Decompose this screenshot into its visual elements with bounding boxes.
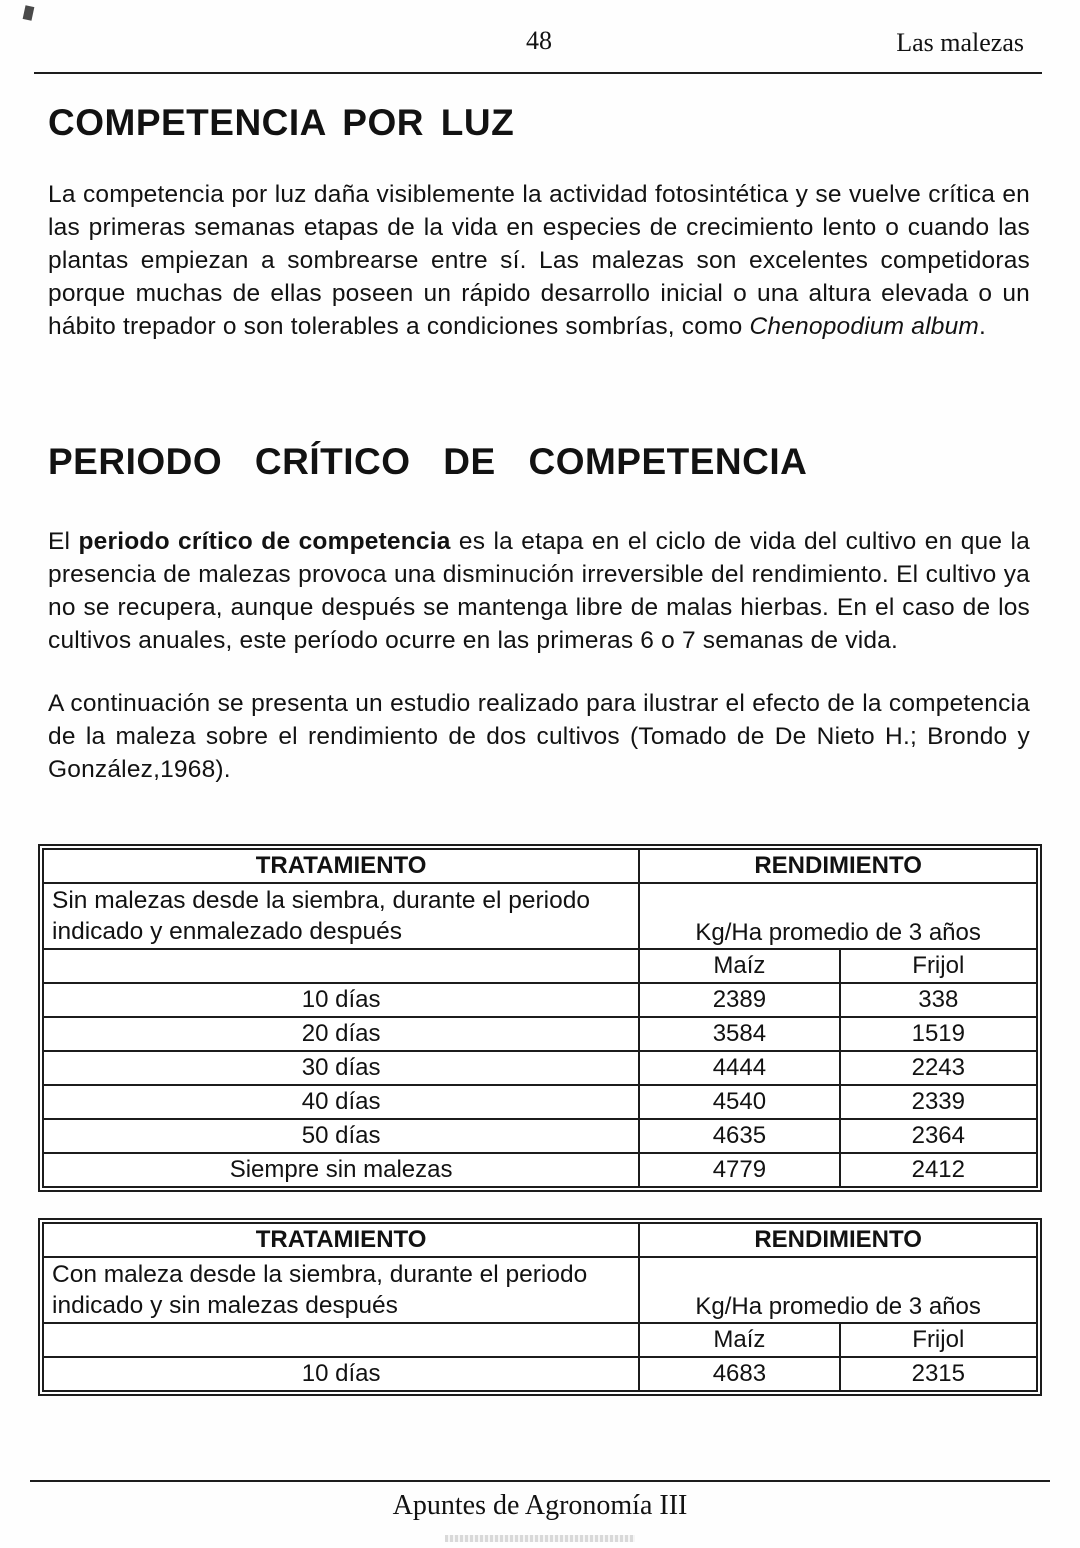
col-header-rendimiento: RENDIMIENTO (639, 1224, 1036, 1257)
table-row (44, 1357, 1036, 1390)
crop-header-row (44, 1323, 1036, 1357)
crop-header-frijol: Frijol (840, 949, 1036, 983)
crop-header-frijol: Frijol (840, 1323, 1036, 1357)
table-sin-malezas (38, 844, 1042, 1192)
table-header-row (44, 850, 1036, 883)
yield-table-1 (44, 850, 1036, 1186)
empty-cell (44, 1323, 639, 1357)
treatment-value: 50 días (44, 1119, 639, 1153)
unit-label: Kg/Ha promedio de 3 años (639, 883, 1036, 949)
section-title-periodo-critico: PERIODO CRÍTICO DE COMPETENCIA (48, 441, 808, 482)
maiz-value: 4779 (639, 1153, 839, 1186)
paragraph-text: La competencia por luz daña visiblemente la actividad fotosintética y se vuelve crítica en las primeras semanas etapas de la vida en especies de crecimiento lento o cuando las plantas empiezan a sombrearse entre sí. Las malezas son excelentes competidoras porque muchas de ellas poseen un rápido desarrollo inicial o una altura elevada o un hábito trepador o son tolerables a condiciones sombrías, como (48, 181, 1030, 340)
maiz-value: 4540 (639, 1085, 839, 1119)
treatment-description: Sin malezas desde la siembra, durante el periodo indicado y enmalezado después (44, 883, 639, 949)
crop-header-maiz: Maíz (639, 949, 839, 983)
frijol-value: 2339 (840, 1085, 1036, 1119)
maiz-value: 3584 (639, 1017, 839, 1051)
treatment-value: 10 días (44, 983, 639, 1017)
treatment-value: Siempre sin malezas (44, 1153, 639, 1186)
maiz-value: 4635 (639, 1119, 839, 1153)
table-row (44, 1017, 1036, 1051)
table-con-maleza (38, 1218, 1042, 1396)
table-desc-row (44, 1257, 1036, 1323)
frijol-value: 2315 (840, 1357, 1036, 1390)
treatment-value: 40 días (44, 1085, 639, 1119)
section-title-competencia-por-luz: COMPETENCIA POR LUZ (48, 102, 515, 143)
yield-table-2 (44, 1224, 1036, 1390)
treatment-value: 10 días (44, 1357, 639, 1390)
frijol-value: 2364 (840, 1119, 1036, 1153)
species-name-italic: Chenopodium album (749, 313, 980, 340)
paragraph-estudio: A continuación se presenta un estudio realizado para ilustrar el efecto de la competencia de la maleza sobre el rendimiento de dos cultivos (Tomado de De Nieto H.; Brondo y González,1968). (48, 690, 1030, 783)
scan-artifact (23, 5, 35, 21)
frijol-value: 2243 (840, 1051, 1036, 1085)
paragraph-periodo-critico (48, 525, 1030, 657)
running-title: Las malezas (896, 28, 1024, 57)
treatment-description: Con maleza desde la siembra, durante el periodo indicado y sin malezas después (44, 1257, 639, 1323)
maiz-value: 4683 (639, 1357, 839, 1390)
table-desc-row (44, 883, 1036, 949)
table-row (44, 1153, 1036, 1186)
table-row (44, 983, 1036, 1017)
crop-header-row (44, 949, 1036, 983)
treatment-value: 30 días (44, 1051, 639, 1085)
header-rule (34, 72, 1042, 74)
col-header-tratamiento: TRATAMIENTO (44, 1224, 639, 1257)
empty-cell (44, 949, 639, 983)
col-header-tratamiento: TRATAMIENTO (44, 850, 639, 883)
paragraph-lead: El (48, 528, 79, 555)
table-row (44, 1085, 1036, 1119)
crop-header-maiz: Maíz (639, 1323, 839, 1357)
page-header (48, 26, 1030, 60)
treatment-value: 20 días (44, 1017, 639, 1051)
table-header-row (44, 1224, 1036, 1257)
scan-artifact-fineprint (445, 1535, 635, 1542)
maiz-value: 4444 (639, 1051, 839, 1085)
page-number: 48 (526, 26, 552, 55)
frijol-value: 338 (840, 983, 1036, 1017)
frijol-value: 2412 (840, 1153, 1036, 1186)
col-header-rendimiento: RENDIMIENTO (639, 850, 1036, 883)
table-row (44, 1051, 1036, 1085)
table-row (44, 1119, 1036, 1153)
paragraph-competencia-luz (48, 178, 1030, 343)
paragraph-rest: es la etapa en el ciclo de vida del cultivo en que la presencia de malezas provoca una disminución irreversible del rendimiento. El cultivo ya no se recupera, aunque después se mantenga libre de malas hierbas. En el caso de los cultivos anuales, este período ocurre en las primeras 6 o 7 semanas de vida. (48, 528, 1030, 654)
bold-term: periodo crítico de competencia (78, 528, 451, 555)
frijol-value: 1519 (840, 1017, 1036, 1051)
page-footer (30, 1480, 1050, 1522)
paragraph-text-end: . (979, 313, 987, 340)
unit-label: Kg/Ha promedio de 3 años (639, 1257, 1036, 1323)
maiz-value: 2389 (639, 983, 839, 1017)
footer-title: Apuntes de Agronomía III (392, 1490, 688, 1521)
